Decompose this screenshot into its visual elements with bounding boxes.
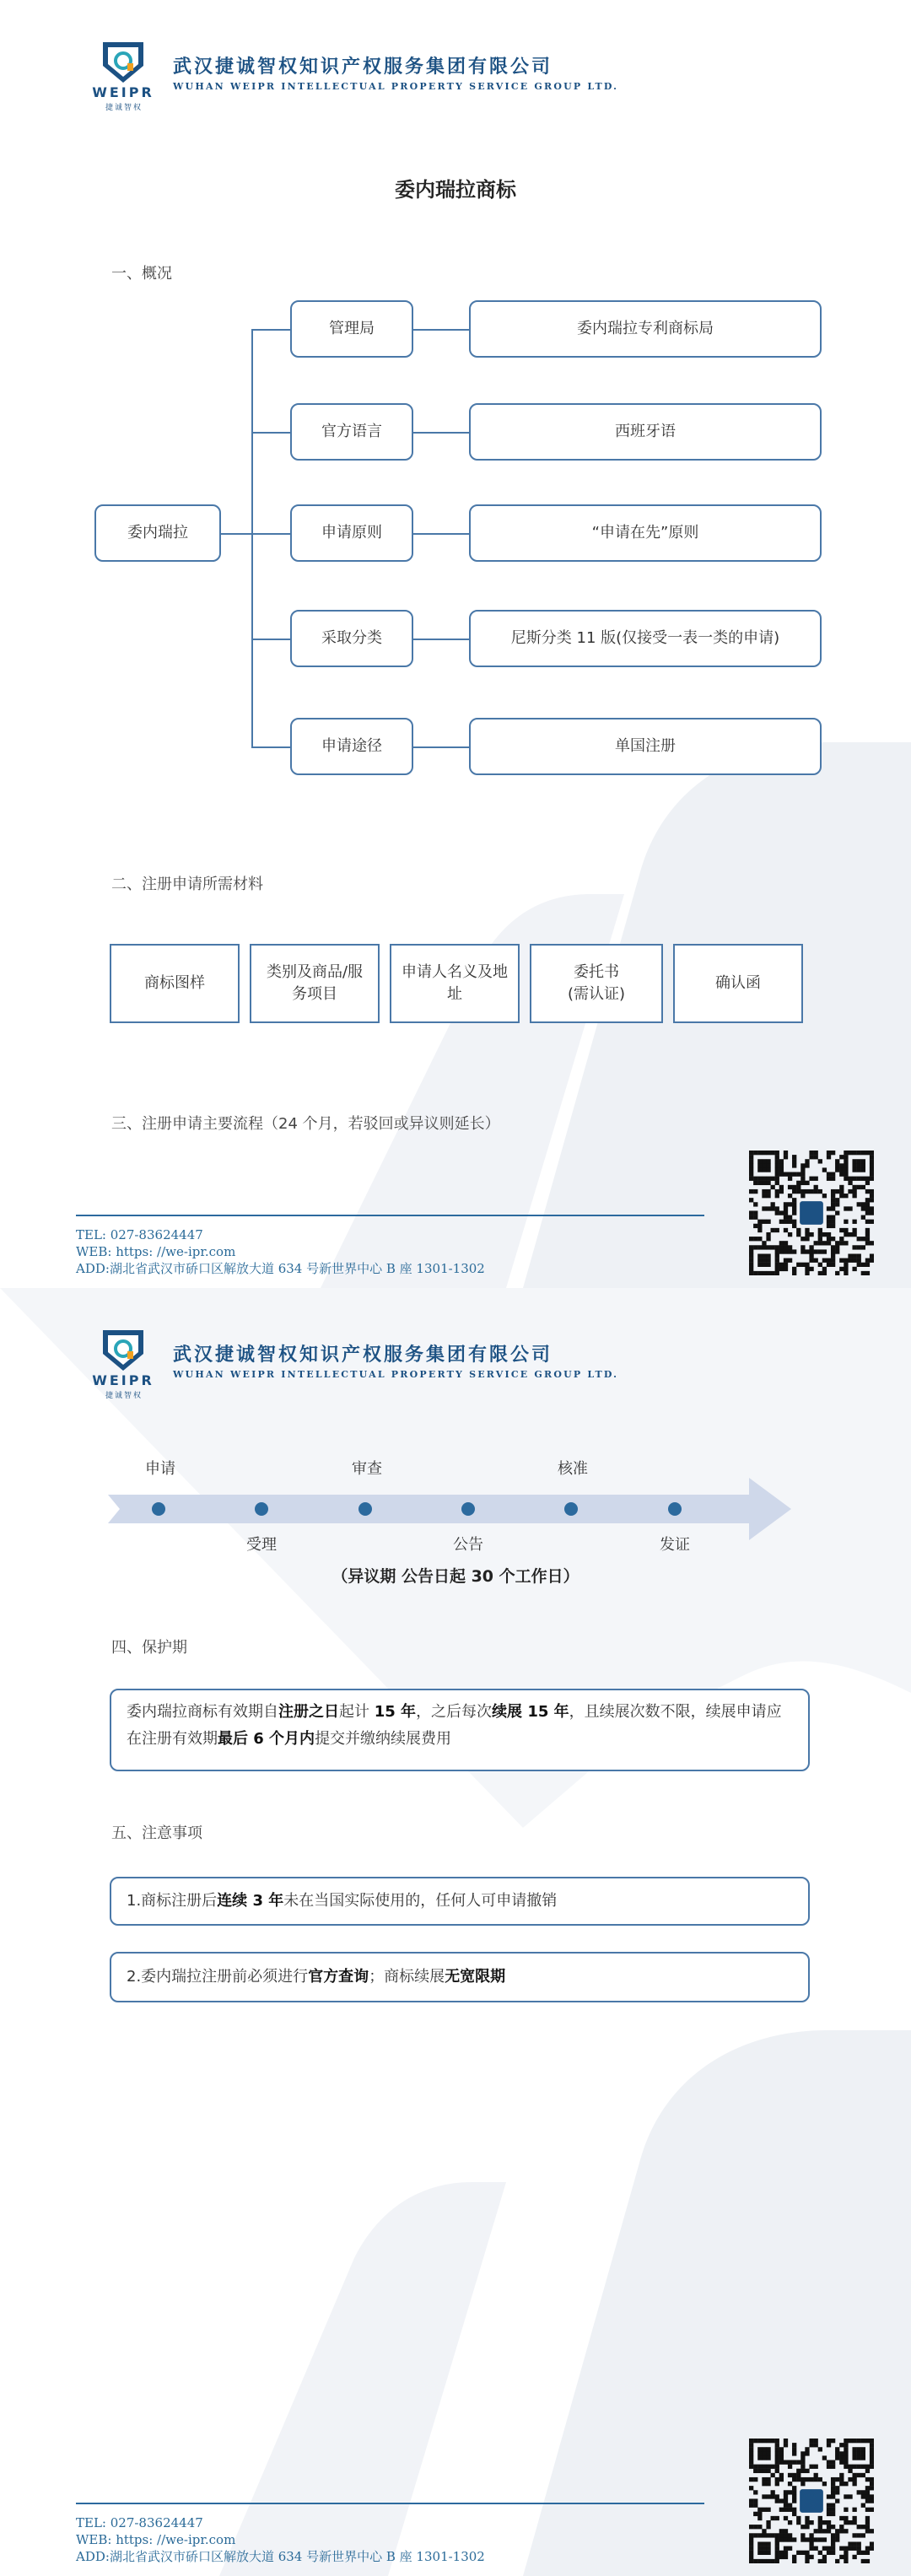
qr-code-icon [749, 1151, 874, 1275]
row-link [413, 329, 469, 331]
text: 提交并缴纳续展费用 [315, 1730, 452, 1748]
material-item: 商标图样 [110, 944, 240, 1023]
company-name-en: WUHAN WEIPR INTELLECTUAL PROPERTY SERVICE GROUP LTD. [173, 81, 619, 92]
step-label-top: 审查 [352, 1460, 382, 1478]
section-1-heading: 一、概况 [111, 265, 172, 283]
logo-text: WEIPR [92, 84, 154, 100]
emphasis: 注册之日 [278, 1703, 339, 1721]
step-label-bottom: 发证 [660, 1536, 690, 1554]
section-2-heading: 二、注册申请所需材料 [111, 876, 263, 893]
label-box-classification: 采取分类 [290, 610, 413, 667]
tree-branch [251, 432, 290, 434]
logo-icon [100, 40, 147, 84]
footer-contact [76, 2514, 485, 2565]
company-name-cn: 武汉捷诚智权知识产权服务集团有限公司 [173, 57, 553, 78]
footer-contact [76, 1226, 485, 1277]
label-box-language: 官方语言 [290, 403, 413, 461]
timeline-dot [358, 1502, 372, 1516]
text: 未在当国实际使用的，任何人可申请撤销 [283, 1892, 558, 1910]
timeline-dot [255, 1502, 268, 1516]
tree-branch [251, 329, 290, 331]
emphasis: 连续 3 年 [217, 1892, 284, 1910]
footer-tel: TEL: 027-83624447 [76, 1227, 203, 1242]
timeline-dot [668, 1502, 682, 1516]
section-4-heading: 四、保护期 [111, 1639, 187, 1657]
notice-item-1 [110, 1877, 810, 1926]
tree-branch [251, 639, 290, 640]
value-box-classification: 尼斯分类 11 版(仅接受一表一类的申请) [469, 610, 822, 667]
step-label-bottom: 公告 [453, 1536, 483, 1554]
text: ，且续展次数不限，续展申请应在注册有效期 [127, 1703, 782, 1748]
text: 起计 [339, 1703, 375, 1721]
tree-trunk [251, 329, 253, 748]
logo-subtext: 捷诚智权 [105, 1392, 143, 1400]
emphasis: 官方查询 [308, 1968, 369, 1986]
text: 1.商标注册后 [127, 1892, 218, 1910]
logo-text: WEIPR [92, 1372, 154, 1388]
section-5-heading: 五、注意事项 [111, 1824, 202, 1842]
timeline-dot [564, 1502, 578, 1516]
footer-divider [76, 2503, 704, 2504]
row-link [413, 746, 469, 748]
protection-period-box [110, 1689, 810, 1771]
timeline-dot [152, 1502, 165, 1516]
value-box-authority: 委内瑞拉专利商标局 [469, 300, 822, 358]
tree-branch [251, 533, 290, 535]
step-label-top: 核准 [558, 1460, 588, 1478]
material-item: 确认函 [673, 944, 803, 1023]
text: ；商标续展 [369, 1968, 445, 1986]
tree-root-link [221, 533, 253, 535]
value-box-language: 西班牙语 [469, 403, 822, 461]
page-title: 委内瑞拉商标 [395, 178, 516, 202]
notice-item-2 [110, 1952, 810, 2002]
footer-address: ADD:湖北省武汉市硚口区解放大道 634 号新世界中心 B 座 1301-1302 [76, 1261, 485, 1276]
row-link [413, 533, 469, 535]
text: ，之后每次 [416, 1703, 493, 1721]
footer-web[interactable]: WEB: https: //we-ipr.com [76, 1244, 236, 1259]
page-2 [0, 1288, 911, 2576]
value-box-route: 单国注册 [469, 718, 822, 775]
text: 委内瑞拉商标有效期自 [127, 1703, 278, 1721]
process-arrow [108, 1478, 800, 1540]
company-name-en: WUHAN WEIPR INTELLECTUAL PROPERTY SERVICE GROUP LTD. [173, 1369, 619, 1380]
material-item: 申请人名义及地址 [390, 944, 520, 1023]
emphasis: 无宽限期 [445, 1968, 506, 1986]
footer-tel: TEL: 027-83624447 [76, 2515, 203, 2530]
material-item: 类别及商品/服务项目 [250, 944, 380, 1023]
logo-icon [100, 1328, 147, 1372]
footer-address: ADD:湖北省武汉市硚口区解放大道 634 号新世界中心 B 座 1301-1302 [76, 2549, 485, 2564]
objection-period-note: （异议期 公告日起 30 个工作日） [332, 1567, 579, 1586]
row-link [413, 432, 469, 434]
footer-web[interactable]: WEB: https: //we-ipr.com [76, 2532, 236, 2547]
logo-subtext: 捷诚智权 [105, 104, 143, 112]
root-country-box: 委内瑞拉 [94, 504, 221, 562]
emphasis: 最后 6 个月内 [218, 1730, 315, 1748]
label-box-principle: 申请原则 [290, 504, 413, 562]
material-item: 委托书 (需认证) [530, 944, 663, 1023]
tree-branch [251, 746, 290, 748]
value-box-principle: “申请在先”原则 [469, 504, 822, 562]
emphasis: 15 年 [374, 1703, 417, 1721]
company-name-cn: 武汉捷诚智权知识产权服务集团有限公司 [173, 1345, 553, 1366]
text: 2.委内瑞拉注册前必须进行 [127, 1968, 309, 1986]
footer-divider [76, 1215, 704, 1216]
step-label-bottom: 受理 [246, 1536, 277, 1554]
qr-code-icon [749, 2439, 874, 2563]
emphasis: 续展 15 年 [492, 1703, 569, 1721]
row-link [413, 639, 469, 640]
label-box-authority: 管理局 [290, 300, 413, 358]
label-box-route: 申请途径 [290, 718, 413, 775]
timeline-dot [461, 1502, 475, 1516]
section-3-heading: 三、注册申请主要流程（24 个月，若驳回或异议则延长） [111, 1115, 500, 1133]
step-label-top: 申请 [145, 1460, 175, 1478]
